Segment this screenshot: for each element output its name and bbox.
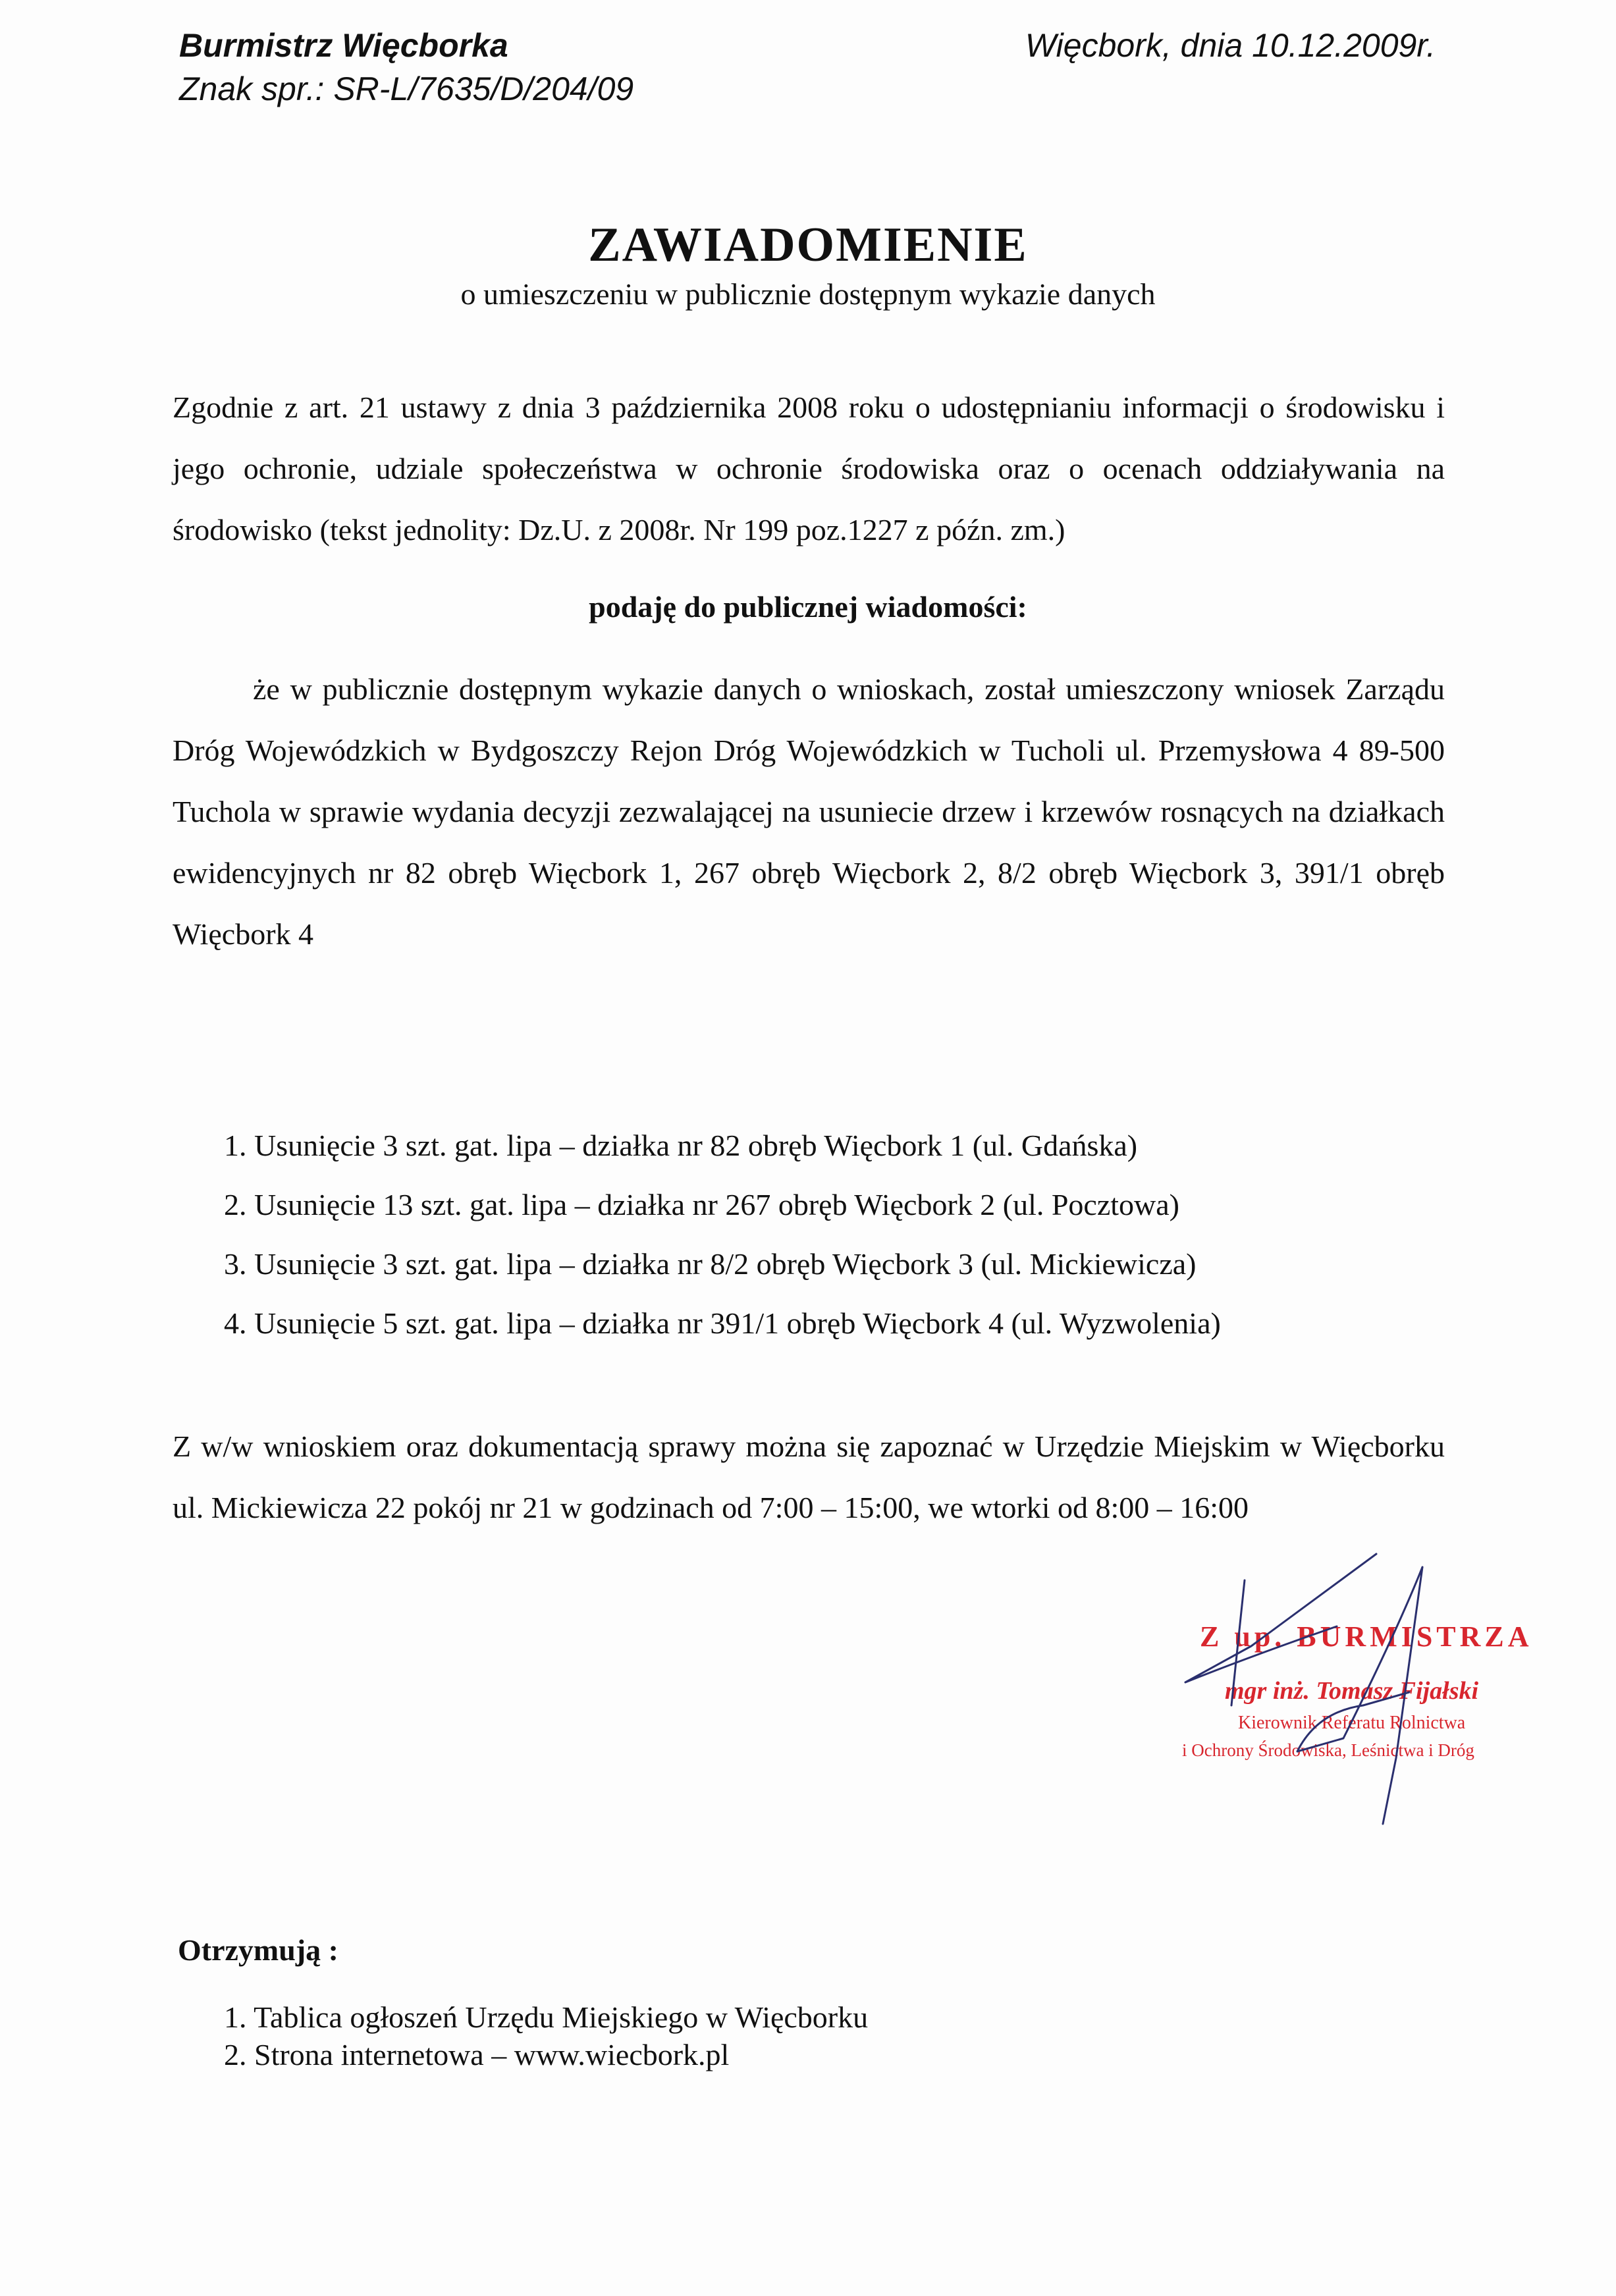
list-item: 3. Usunięcie 3 szt. gat. lipa – działka nr 8/2 obręb Więcbork 3 (ul. Mickiewicza) bbox=[224, 1247, 1197, 1281]
issuer-name: Burmistrz Więcborka bbox=[179, 27, 508, 64]
legal-basis-paragraph: Zgodnie z art. 21 ustawy z dnia 3 października 2008 roku o udostępnianiu informacji o środowisku i jego ochronie, udziale społeczeństwa w ochronie środowiska oraz o ocenach oddziaływania na środowisko (tekst jednolity: Dz.U. z 2008r. Nr 199 poz.1227 z późn. zm.) bbox=[173, 390, 1445, 547]
list-item: 2. Usunięcie 13 szt. gat. lipa – działka nr 267 obręb Więcbork 2 (ul. Pocztowa) bbox=[224, 1188, 1179, 1221]
recipients-list bbox=[224, 1998, 868, 2073]
list-item: 1. Usunięcie 3 szt. gat. lipa – działka nr 82 obręb Więcbork 1 (ul. Gdańska) bbox=[224, 1129, 1138, 1162]
list-item: 2. Strona internetowa – www.wiecbork.pl bbox=[224, 2038, 730, 2071]
list-item: 1. Tablica ogłoszeń Urzędu Miejskiego w Więcborku bbox=[224, 2000, 869, 2034]
case-reference: Znak spr.: SR-L/7635/D/204/09 bbox=[179, 70, 634, 107]
official-stamp-with-signature bbox=[1146, 1541, 1567, 1844]
stamp-line-authority: Z up. BURMISTRZA bbox=[1200, 1620, 1533, 1653]
document-date: Więcbork, dnia 10.12.2009r. bbox=[1025, 27, 1436, 64]
document-title: ZAWIADOMIENIE bbox=[588, 218, 1028, 272]
inspection-info-paragraph: Z w/w wnioskiem oraz dokumentacją sprawy można się zapoznać w Urzędzie Miejskim w Więcborku ul. Mickiewicza 22 pokój nr 21 w godzinach od 7:00 – 15:00, we wtorki od 8:00 – 16:00 bbox=[173, 1429, 1445, 1524]
notice-paragraph: że w publicznie dostępnym wykazie danych o wnioskach, został umieszczony wniosek Zarządu Dróg Wojewódzkich w Bydgoszczy Rejon Dróg Wojewódzkich w Tucholi ul. Przemysłowa 4 89-500 Tuchola w sprawie wydania decyzji zezwalającej na usuniecie drzew i krzewów rosnących na działkach ewidencyjnych nr 82 obręb Więcbork 1, 267 obręb Więcbork 2, 8/2 obręb Więcbork 3, 391/1 obręb Więcbork 4 bbox=[173, 672, 1445, 951]
document-subtitle: o umieszczeniu w publicznie dostępnym wykazie danych bbox=[460, 277, 1156, 311]
stamp-line-position: Kierownik Referatu Rolnictwa bbox=[1238, 1713, 1466, 1733]
recipients-heading: Otrzymują : bbox=[178, 1933, 338, 1967]
tree-removal-list bbox=[224, 1116, 1221, 1353]
announcement-heading: podaję do publicznej wiadomości: bbox=[589, 590, 1027, 624]
stamp-line-name: mgr inż. Tomasz Fijałski bbox=[1225, 1677, 1479, 1705]
stamp-line-department: i Ochrony Środowiska, Leśnictwa i Dróg bbox=[1182, 1740, 1474, 1760]
list-item: 4. Usunięcie 5 szt. gat. lipa – działka nr 391/1 obręb Więcbork 4 (ul. Wyzwolenia) bbox=[224, 1306, 1221, 1340]
